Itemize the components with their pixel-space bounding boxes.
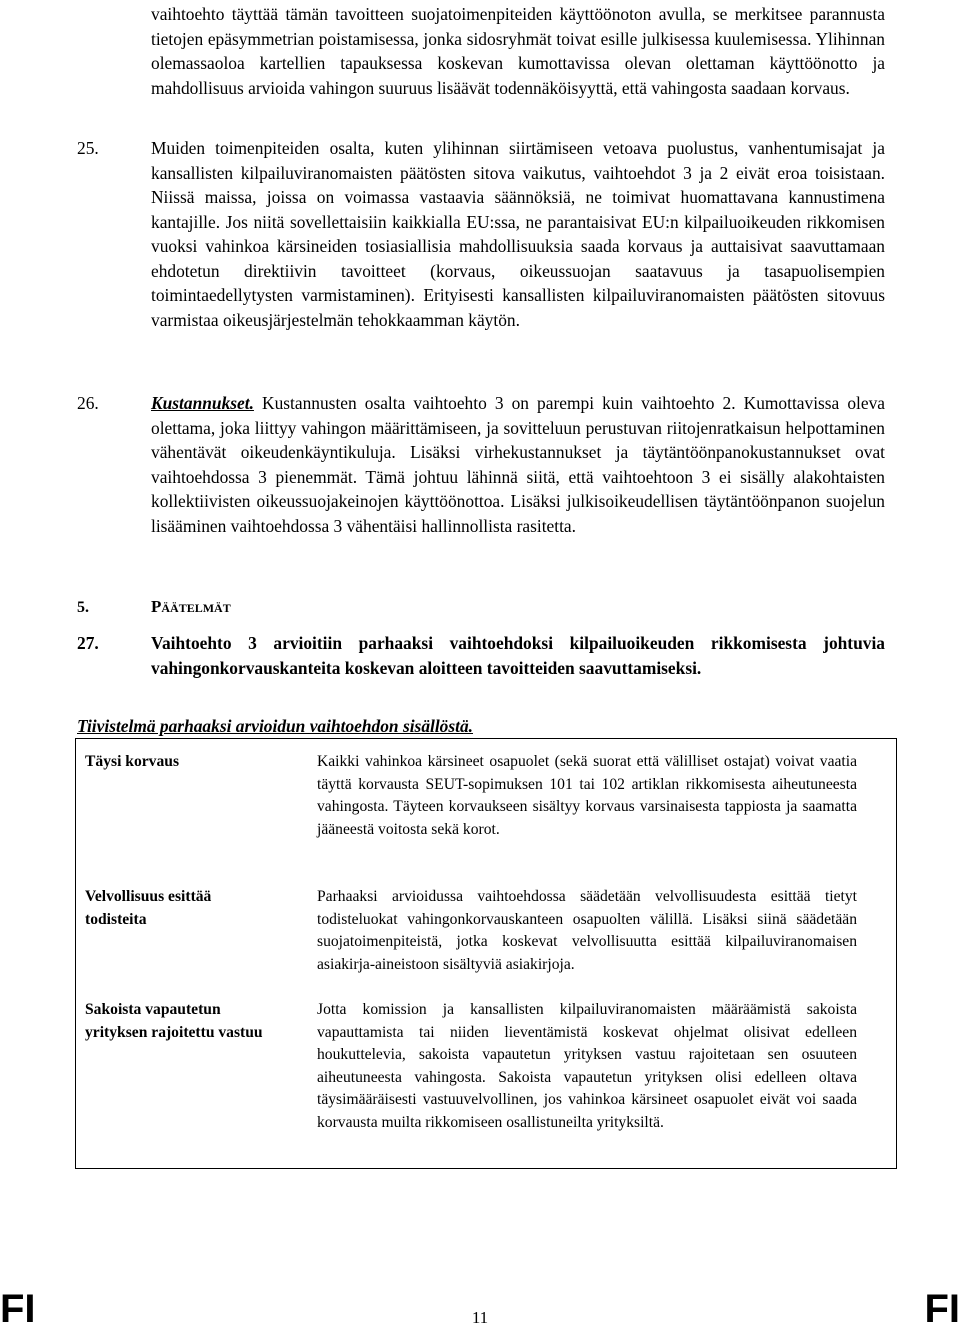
paragraph-27-number: 27. — [77, 633, 99, 653]
paragraph-26-number: 26. — [77, 393, 99, 413]
summary-row-label: Täysi korvaus — [85, 753, 180, 770]
footer-language-left: FI — [0, 1287, 36, 1331]
section-title: Päätelmät — [151, 597, 231, 616]
summary-title: Tiivistelmä parhaaksi arvioidun vaihtoehdon sisällöstä. — [77, 716, 474, 736]
summary-row-text: Kaikki vahinkoa kärsineet osapuolet (sekä suorat että välilliset ostajat) voivat vaatia täyttä korvausta SEUT-sopimuksen 101 tai 102 artiklan rikkomisesta aiheutuneesta vahingosta. Täyteen korvaukseen sisältyy korvaus varsinaisesta tappiosta ja saamatta jääneestä voitosta sekä korot. — [317, 753, 857, 838]
paragraph-25-number: 25. — [77, 138, 99, 158]
paragraph-26-heading: Kustannukset. — [151, 393, 254, 413]
paragraph-24-continuation: vaihtoehto täyttää tämän tavoitteen suojatoimenpiteiden käyttöönoton avulla, se merkitsee parannusta tietojen epäsymmetrian poistamisessa, jonka sidosryhmät toivat esille julkisessa kuulemisessa. Ylihinnan olemassaoloa kartellien tapauksessa koskevan kumottavissa olevan olettaman käyttöönotto ja mahdollisuus arvioida vahingon suuruus lisäävät todennäköisyyttä, että vahingosta saadaan korvaus. — [151, 4, 885, 98]
summary-row-text: Jotta komission ja kansallisten kilpailuviranomaisten määräämistä sakoista vapauttamista tai niiden lieventämistä koskevat ohjelmat olisivat edelleen houkuttelevia, sakoista vapautetun yrityksen vastuu rajoitetaan sen osuuteen aiheutuneesta vahingosta. Sakoista vapautetun yrityksen olisi edelleen oltava täysimääräisesti vastuuvelvollinen, jos vahinkoa kärsineet osapuolet eivät voi saada korvausta muilta rikkomiseen osallistuneilta yrityksiltä. — [317, 1001, 857, 1131]
paragraph-26-text: Kustannusten osalta vaihtoehto 3 on parempi kuin vaihtoehto 2. Kumottavissa oleva olettama, joka liittyy vahingon määrittämiseen, ja sovitteluun perustuvan riitojenratkaisun helpottaminen vähentävät oikeudenkäyntikuluja. Lisäksi virhekustannukset ja täytäntöönpanokustannukset ovat vaihtoehdossa 3 pienemmät. Tämä johtuu lähinnä siitä, että vaihtoehtoon 3 ei sisälly alakohtaisten kollektiivisten oikeussuojakeinojen käyttöönottoa. Lisäksi julkisoikeudellisen täytäntöönpanon suojelun lisääminen vaihtoehdossa 3 vähentäisi hallinnollista rasitetta. — [151, 393, 885, 536]
summary-row-text: Parhaaksi arvioidussa vaihtoehdossa säädetään velvollisuudesta esittää tietyt todisteluokat vahingonkorvauskanteen osapuolten välillä. Lisäksi siinä säädetään suojatoimenpiteistä, jotka koskevat velvollisuutta esittää kilpailuviranomaisen asiakirja-aineistoon sisältyviä asiakirjoja. — [317, 888, 857, 973]
page-number: 11 — [471, 1308, 489, 1327]
section-number: 5. — [77, 599, 89, 616]
summary-row-label: Velvollisuus esittää todisteita — [85, 888, 212, 928]
paragraph-25: Muiden toimenpiteiden osalta, kuten ylihinnan siirtämiseen vetoava puolustus, vanhentumisajat ja kansallisten kilpailuviranomaisten päätösten sitova vaikutus, vaihtoehdot 3 ja 2 eivät eroa toisistaan. Niissä maissa, joissa on voimassa vastaavia säännöksiä, ne toimivat huomattavana kannustimena kantajille. Jos niitä sovellettaisiin kaikkialla EU:ssa, ne parantaisivat EU:n kilpailuoikeuden rikkomisen vuoksi vahinkoa kärsineiden tosiasiallisia mahdollisuuksia saada korvaus ja auttaisivat saavuttamaan ehdotetun direktiivin tavoitteet (korvaus, oikeussuojan saatavuus ja tasapuolisempien toimintaedellytysten varmistaminen). Erityisesti kansallisten kilpailuviranomaisten päätösten sitovuus varmistaa oikeusjärjestelmän tehokkaamman käytön. — [151, 138, 885, 330]
footer-language-right: FI — [924, 1287, 960, 1331]
section-heading — [77, 596, 231, 619]
paragraph-27: Vaihtoehto 3 arvioitiin parhaaksi vaihtoehdoksi kilpailuoikeuden rikkomisesta johtuvia vahingonkorvauskanteita koskevan aloitteen tavoitteiden saavuttamiseksi. — [151, 633, 885, 678]
summary-row-label: Sakoista vapautetun yrityksen rajoitettu vastuu — [85, 1001, 263, 1041]
paragraph-26 — [151, 391, 885, 538]
